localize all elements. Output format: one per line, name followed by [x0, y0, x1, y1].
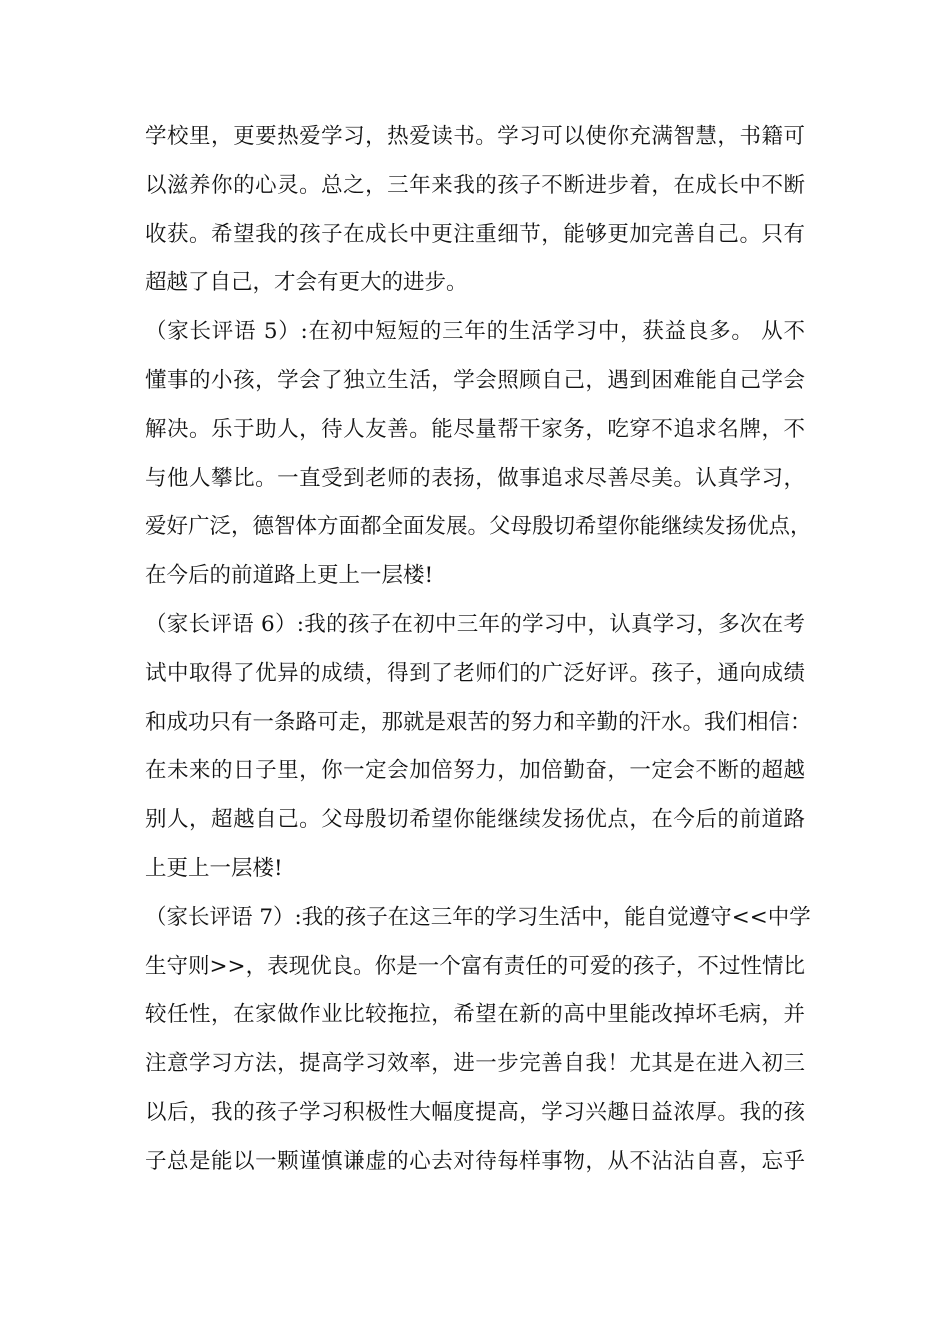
text-line: 较任性，在家做作业比较拖拉，希望在新的高中里能改掉坏毛病，并	[145, 1002, 805, 1028]
text-line: （家长评语 5）:在初中短短的三年的生活学习中，获益良多。 从不	[145, 319, 805, 345]
text-line: 在未来的日子里，你一定会加倍努力，加倍勤奋，一定会不断的超越	[145, 758, 805, 784]
text-line: 试中取得了优异的成绩，得到了老师们的广泛好评。孩子，通向成绩	[145, 660, 805, 686]
text-line: 解决。乐于助人，待人友善。能尽量帮干家务，吃穿不追求名牌，不	[145, 416, 805, 442]
text-line: 生守则>>，表现优良。你是一个富有责任的可爱的孩子，不过性情比	[145, 953, 805, 979]
text-line: 别人，超越自己。父母殷切希望你能继续发扬优点，在今后的前道路	[145, 807, 805, 833]
text-line: 收获。希望我的孩子在成长中更注重细节，能够更加完善自己。只有	[145, 221, 805, 247]
text-line: 懂事的小孩，学会了独立生活，学会照顾自己，遇到困难能自己学会	[145, 367, 805, 393]
text-line: 学校里，更要热爱学习，热爱读书。学习可以使你充满智慧，书籍可	[145, 124, 805, 149]
text-line: 超越了自己，才会有更大的进步。	[145, 270, 468, 296]
document-body	[145, 117, 812, 1191]
text-line: 以后，我的孩子学习积极性大幅度提高，学习兴趣日益浓厚。我的孩	[145, 1099, 805, 1125]
text-line: 以滋养你的心灵。总之，三年来我的孩子不断进步着，在成长中不断	[145, 172, 805, 198]
text-line: 爱好广泛，德智体方面都全面发展。父母殷切希望你能继续发扬优点，	[145, 514, 812, 540]
text-line: （家长评语 6）:我的孩子在初中三年的学习中，认真学习，多次在考	[145, 611, 805, 637]
text-line: 与他人攀比。一直受到老师的表扬，做事追求尽善尽美。认真学习，	[145, 465, 805, 491]
text-line: 和成功只有一条路可走，那就是艰苦的努力和辛勤的汗水。我们相信：	[145, 709, 812, 735]
text-line: （家长评语 7）:我的孩子在这三年的学习生活中，能自觉遵守<<中学	[145, 904, 811, 930]
text-line: 上更上一层楼!	[145, 855, 283, 881]
text-line: 注意学习方法，提高学习效率，进一步完善自我！尤其是在进入初三	[145, 1051, 805, 1077]
text-line: 子总是能以一颗谨慎谦虚的心去对待每样事物，从不沾沾自喜，忘乎	[145, 1148, 805, 1174]
text-line: 在今后的前道路上更上一层楼!	[145, 563, 434, 589]
